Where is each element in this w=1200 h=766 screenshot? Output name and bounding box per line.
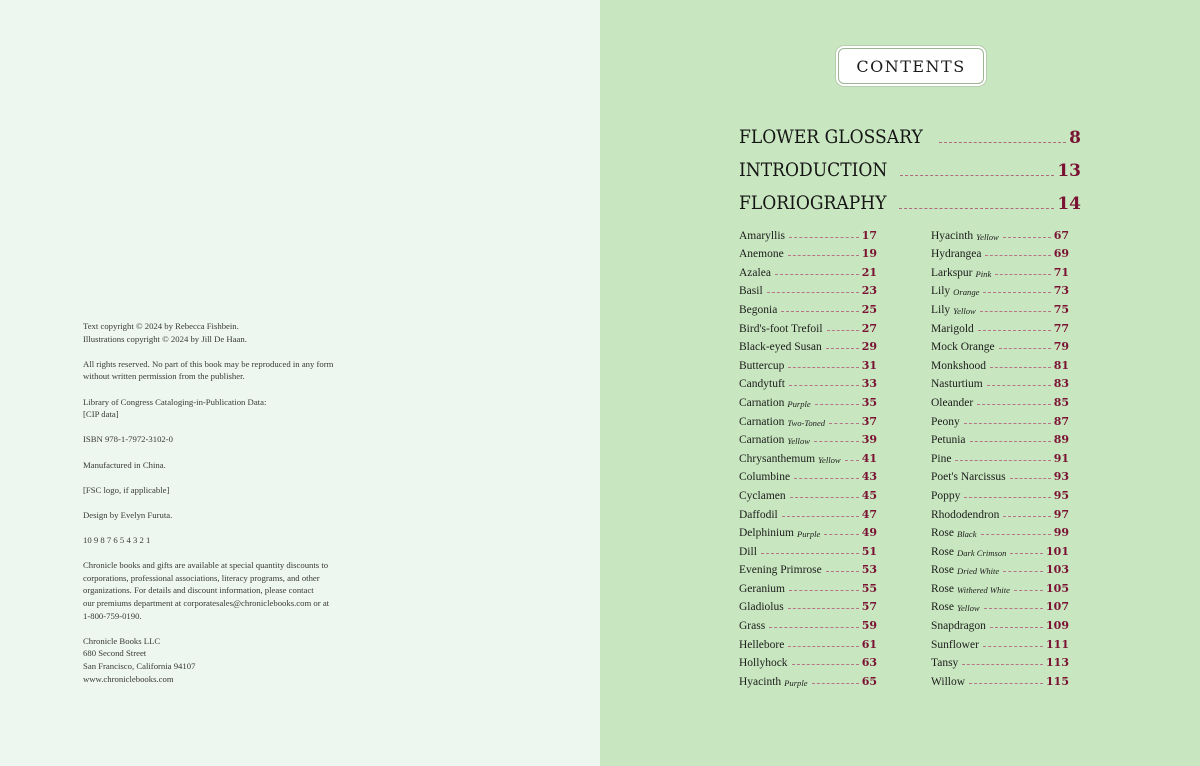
toc-entry[interactable] bbox=[931, 353, 1069, 372]
toc-entry-page-number: 79 bbox=[1053, 340, 1069, 354]
dotted-leader bbox=[1003, 236, 1051, 238]
toc-entry-flower-name: Hyacinth bbox=[739, 675, 782, 688]
dotted-leader bbox=[980, 310, 1051, 312]
contents-major-entry[interactable] bbox=[739, 188, 1081, 214]
toc-entry-page-number: 59 bbox=[861, 619, 877, 633]
toc-entry-flower-name: Monkshood bbox=[931, 359, 986, 372]
toc-entry-flower-name: Carnation bbox=[739, 396, 785, 409]
toc-entry[interactable] bbox=[931, 558, 1069, 577]
copyright-line: All rights reserved. No part of this book may be reproduced in any form bbox=[83, 358, 334, 369]
dotted-leader bbox=[1014, 589, 1043, 591]
dotted-leader bbox=[792, 663, 859, 665]
toc-entry-flower-name: Evening Primrose bbox=[739, 564, 822, 577]
major-entry-page-number: 8 bbox=[1069, 128, 1081, 148]
toc-entry[interactable] bbox=[739, 576, 877, 595]
toc-entry-page-number: 93 bbox=[1053, 470, 1069, 484]
toc-entry[interactable] bbox=[931, 446, 1069, 465]
toc-entry[interactable] bbox=[931, 223, 1069, 242]
toc-entry[interactable] bbox=[739, 279, 877, 298]
toc-entry-flower-name: Carnation bbox=[739, 434, 785, 447]
toc-entry[interactable] bbox=[739, 242, 877, 261]
toc-entry[interactable] bbox=[739, 316, 877, 335]
dotted-leader bbox=[824, 533, 858, 535]
copyright-line: Illustrations copyright © 2024 by Jill De Haan. bbox=[83, 333, 247, 344]
copyright-line: San Francisco, California 94107 bbox=[83, 661, 196, 672]
toc-entry[interactable] bbox=[739, 632, 877, 651]
toc-entry[interactable] bbox=[739, 372, 877, 391]
toc-entry[interactable] bbox=[739, 390, 877, 409]
toc-entry-page-number: 115 bbox=[1046, 674, 1069, 688]
dotted-leader bbox=[794, 477, 859, 479]
dotted-leader bbox=[983, 291, 1050, 293]
toc-entry-flower-name: Hellebore bbox=[739, 638, 785, 651]
major-entry-title: FLOWER GLOSSARY bbox=[739, 126, 923, 148]
dotted-leader bbox=[827, 329, 859, 331]
major-entry-title: INTRODUCTION bbox=[739, 159, 888, 181]
dotted-leader bbox=[939, 141, 1066, 143]
toc-entry-flower-name: Amaryllis bbox=[739, 229, 785, 242]
toc-entry-flower-name: Rose bbox=[931, 601, 954, 614]
toc-entry-variant: Yellow bbox=[957, 603, 980, 614]
toc-entry-flower-name: Carnation bbox=[739, 415, 785, 428]
toc-entry[interactable] bbox=[931, 316, 1069, 335]
dotted-leader bbox=[789, 384, 859, 386]
dotted-leader bbox=[970, 440, 1051, 442]
toc-entry-flower-name: Larkspur bbox=[931, 266, 973, 279]
copyright-spacer bbox=[83, 471, 373, 484]
toc-entry-page-number: 81 bbox=[1053, 358, 1069, 372]
dotted-leader bbox=[775, 273, 859, 275]
toc-entry-page-number: 21 bbox=[861, 265, 877, 279]
dotted-leader bbox=[964, 496, 1050, 498]
toc-entry[interactable] bbox=[739, 521, 877, 540]
toc-entry-page-number: 67 bbox=[1053, 228, 1069, 242]
toc-entry[interactable] bbox=[739, 558, 877, 577]
toc-entry-page-number: 61 bbox=[861, 637, 877, 651]
toc-entry-flower-name: Lily bbox=[931, 303, 951, 316]
copyright-line: [CIP data] bbox=[83, 409, 119, 420]
toc-entry-flower-name: Mock Orange bbox=[931, 341, 995, 354]
contents-major-entry[interactable] bbox=[739, 155, 1081, 181]
toc-entry-flower-name: Tansy bbox=[931, 657, 959, 670]
toc-entry-page-number: 85 bbox=[1053, 395, 1069, 409]
dotted-leader bbox=[789, 236, 859, 238]
dotted-leader bbox=[788, 366, 858, 368]
toc-entry-flower-name: Willow bbox=[931, 675, 966, 688]
toc-entry-flower-name: Grass bbox=[739, 620, 766, 633]
dotted-leader bbox=[815, 403, 859, 405]
copyright-line: organizations. For details and discount information, please contact bbox=[83, 585, 314, 596]
dotted-leader bbox=[789, 589, 859, 591]
toc-entry-page-number: 65 bbox=[861, 674, 877, 688]
toc-entry-flower-name: Hyacinth bbox=[931, 229, 974, 242]
copyright-spacer bbox=[83, 446, 373, 459]
dotted-leader bbox=[1010, 552, 1043, 554]
toc-entry-flower-name: Pine bbox=[931, 452, 952, 465]
toc-entry[interactable] bbox=[739, 335, 877, 354]
toc-entry-flower-name: Snapdragon bbox=[931, 620, 986, 633]
toc-entry-flower-name: Gladiolus bbox=[739, 601, 784, 614]
toc-entry-page-number: 75 bbox=[1053, 302, 1069, 316]
toc-entry[interactable] bbox=[931, 390, 1069, 409]
toc-entry-flower-name: Rose bbox=[931, 564, 954, 577]
toc-entry-variant: Withered White bbox=[957, 584, 1010, 595]
toc-entry-flower-name: Geranium bbox=[739, 582, 785, 595]
toc-entry-variant: Black bbox=[957, 529, 977, 540]
toc-entry-flower-name: Oleander bbox=[931, 396, 974, 409]
dotted-leader bbox=[983, 645, 1043, 647]
toc-entry-flower-name: Poet's Narcissus bbox=[931, 471, 1006, 484]
copyright-line: www.chroniclebooks.com bbox=[83, 673, 174, 684]
toc-entry[interactable] bbox=[739, 669, 877, 688]
toc-entry-variant: Purple bbox=[787, 398, 811, 409]
toc-entry-variant: Dark Crimson bbox=[957, 547, 1007, 558]
toc-entry[interactable] bbox=[739, 428, 877, 447]
dotted-leader bbox=[790, 496, 859, 498]
toc-entry[interactable] bbox=[739, 483, 877, 502]
toc-entry-page-number: 53 bbox=[861, 563, 877, 577]
toc-entry-flower-name: Rose bbox=[931, 545, 954, 558]
toc-entry[interactable] bbox=[739, 595, 877, 614]
toc-entry-flower-name: Rose bbox=[931, 582, 954, 595]
major-entry-page-number: 14 bbox=[1057, 194, 1081, 214]
dotted-leader bbox=[978, 329, 1051, 331]
toc-entry[interactable] bbox=[931, 613, 1069, 632]
toc-entry-page-number: 69 bbox=[1053, 247, 1069, 261]
toc-entry-page-number: 113 bbox=[1046, 656, 1069, 670]
dotted-leader bbox=[769, 626, 858, 628]
contents-left-column bbox=[739, 223, 877, 688]
toc-entry[interactable] bbox=[931, 409, 1069, 428]
toc-entry-variant: Pink bbox=[975, 268, 992, 279]
toc-entry[interactable] bbox=[931, 576, 1069, 595]
toc-entry-page-number: 87 bbox=[1053, 414, 1069, 428]
toc-entry[interactable] bbox=[739, 353, 877, 372]
toc-entry-page-number: 35 bbox=[861, 395, 877, 409]
toc-entry-page-number: 37 bbox=[861, 414, 877, 428]
toc-entry-variant: Yellow bbox=[818, 454, 841, 465]
toc-entry-flower-name: Petunia bbox=[931, 434, 966, 447]
dotted-leader bbox=[845, 459, 859, 461]
dotted-leader bbox=[969, 682, 1043, 684]
toc-entry-page-number: 39 bbox=[861, 433, 877, 447]
contents-right-column bbox=[931, 223, 1069, 688]
dotted-leader bbox=[788, 254, 859, 256]
toc-entry-page-number: 111 bbox=[1046, 637, 1069, 651]
copyright-spacer bbox=[83, 547, 373, 560]
toc-entry-page-number: 43 bbox=[861, 470, 877, 484]
toc-entry[interactable] bbox=[739, 539, 877, 558]
toc-entry-flower-name: Begonia bbox=[739, 303, 778, 316]
toc-entry[interactable] bbox=[739, 651, 877, 670]
toc-entry-variant: Yellow bbox=[976, 231, 999, 242]
dotted-leader bbox=[788, 607, 859, 609]
toc-entry[interactable] bbox=[931, 242, 1069, 261]
major-entry-page-number: 13 bbox=[1057, 161, 1081, 181]
toc-entry-flower-name: Bird's-foot Trefoil bbox=[739, 322, 823, 335]
contents-title: CONTENTS bbox=[838, 48, 984, 84]
toc-entry-page-number: 91 bbox=[1053, 451, 1069, 465]
toc-entry[interactable] bbox=[931, 502, 1069, 521]
dotted-leader bbox=[962, 663, 1043, 665]
copyright-spacer bbox=[83, 421, 373, 434]
toc-entry-flower-name: Hollyhock bbox=[739, 657, 788, 670]
toc-entry-page-number: 47 bbox=[861, 507, 877, 521]
toc-entry[interactable] bbox=[931, 521, 1069, 540]
toc-entry[interactable] bbox=[931, 465, 1069, 484]
toc-entry[interactable] bbox=[739, 446, 877, 465]
toc-entry-variant: Two-Toned bbox=[787, 417, 826, 428]
toc-entry[interactable] bbox=[931, 632, 1069, 651]
toc-entry[interactable] bbox=[931, 595, 1069, 614]
copyright-line: ISBN 978-1-7972-3102-0 bbox=[83, 434, 174, 445]
dotted-leader bbox=[990, 366, 1051, 368]
copyright-block bbox=[83, 320, 373, 685]
toc-entry-page-number: 109 bbox=[1046, 619, 1069, 633]
copyright-line: Text copyright © 2024 by Rebecca Fishbein. bbox=[83, 321, 239, 331]
dotted-leader bbox=[812, 682, 859, 684]
toc-entry-variant: Yellow bbox=[953, 305, 976, 316]
toc-entry-page-number: 103 bbox=[1046, 563, 1069, 577]
copyright-line: 1-800-759-0190. bbox=[83, 610, 142, 621]
copyright-line: Design by Evelyn Furuta. bbox=[83, 509, 173, 520]
copyright-spacer bbox=[83, 622, 373, 635]
copyright-spacer bbox=[83, 383, 373, 396]
dotted-leader bbox=[1010, 477, 1051, 479]
toc-entry-flower-name: Peony bbox=[931, 415, 960, 428]
toc-entry-flower-name: Poppy bbox=[931, 489, 961, 502]
toc-entry[interactable] bbox=[739, 223, 877, 242]
copyright-line: Manufactured in China. bbox=[83, 459, 166, 470]
toc-entry-page-number: 31 bbox=[861, 358, 877, 372]
toc-entry-page-number: 57 bbox=[861, 600, 877, 614]
toc-entry-flower-name: Rose bbox=[931, 527, 954, 540]
toc-entry-page-number: 23 bbox=[861, 284, 877, 298]
dotted-leader bbox=[829, 422, 859, 424]
toc-entry-flower-name: Nasturtium bbox=[931, 378, 983, 391]
toc-entry[interactable] bbox=[739, 465, 877, 484]
toc-entry[interactable] bbox=[931, 260, 1069, 279]
copyright-line: Chronicle books and gifts are available at special quantity discounts to bbox=[83, 560, 329, 571]
dotted-leader bbox=[984, 607, 1043, 609]
dotted-leader bbox=[985, 254, 1050, 256]
dotted-leader bbox=[767, 291, 859, 293]
toc-entry-flower-name: Hydrangea bbox=[931, 248, 982, 261]
dotted-leader bbox=[990, 626, 1043, 628]
copyright-spacer bbox=[83, 345, 373, 358]
toc-entry-page-number: 17 bbox=[861, 228, 877, 242]
toc-entry[interactable] bbox=[931, 279, 1069, 298]
dotted-leader bbox=[999, 347, 1051, 349]
dotted-leader bbox=[788, 645, 858, 647]
toc-entry-page-number: 51 bbox=[861, 544, 877, 558]
toc-entry-variant: Purple bbox=[796, 529, 821, 540]
toc-entry-page-number: 63 bbox=[861, 656, 877, 670]
toc-entry[interactable] bbox=[739, 613, 877, 632]
toc-entry-page-number: 49 bbox=[861, 526, 877, 540]
dotted-leader bbox=[964, 422, 1051, 424]
toc-entry-flower-name: Columbine bbox=[739, 471, 791, 484]
toc-entry-page-number: 83 bbox=[1053, 377, 1069, 391]
toc-entry[interactable] bbox=[931, 483, 1069, 502]
toc-entry-page-number: 29 bbox=[861, 340, 877, 354]
dotted-leader bbox=[995, 273, 1050, 275]
toc-entry-flower-name: Dill bbox=[739, 545, 757, 558]
toc-entry[interactable] bbox=[931, 372, 1069, 391]
toc-entry-flower-name: Azalea bbox=[739, 266, 771, 279]
toc-entry-flower-name: Basil bbox=[739, 285, 763, 298]
toc-entry-variant: Yellow bbox=[787, 436, 810, 447]
toc-entry-flower-name: Daffodil bbox=[739, 508, 778, 521]
toc-entry-page-number: 25 bbox=[861, 302, 877, 316]
dotted-leader bbox=[826, 347, 859, 349]
copyright-line: [FSC logo, if applicable] bbox=[83, 484, 170, 495]
toc-entry[interactable] bbox=[739, 409, 877, 428]
toc-entry-flower-name: Black-eyed Susan bbox=[739, 341, 822, 354]
toc-entry[interactable] bbox=[739, 502, 877, 521]
toc-entry-flower-name: Delphinium bbox=[739, 527, 794, 540]
toc-entry[interactable] bbox=[931, 669, 1069, 688]
dotted-leader bbox=[826, 570, 859, 572]
toc-entry-flower-name: Lily bbox=[931, 285, 951, 298]
toc-entry[interactable] bbox=[739, 297, 877, 316]
toc-entry-variant: Dried White bbox=[957, 566, 1000, 577]
toc-entry-flower-name: Buttercup bbox=[739, 359, 785, 372]
toc-entry-page-number: 45 bbox=[861, 488, 877, 502]
toc-entry-page-number: 41 bbox=[861, 451, 877, 465]
toc-entry[interactable] bbox=[739, 260, 877, 279]
toc-entry[interactable] bbox=[931, 297, 1069, 316]
copyright-line: 680 Second Street bbox=[83, 648, 147, 659]
toc-entry-page-number: 105 bbox=[1046, 581, 1069, 595]
toc-entry-page-number: 107 bbox=[1046, 600, 1069, 614]
dotted-leader bbox=[761, 552, 859, 554]
copyright-line: our premiums department at corporatesales@chroniclebooks.com or at bbox=[83, 598, 330, 609]
toc-entry-page-number: 101 bbox=[1046, 544, 1069, 558]
dotted-leader bbox=[782, 515, 859, 517]
toc-entry-variant: Purple bbox=[784, 677, 808, 688]
toc-entry-page-number: 19 bbox=[861, 247, 877, 261]
toc-entry-flower-name: Anemone bbox=[739, 248, 784, 261]
copyright-line: without written permission from the publisher. bbox=[83, 371, 245, 382]
copyright-line: Chronicle Books LLC bbox=[83, 635, 161, 646]
toc-entry[interactable] bbox=[931, 335, 1069, 354]
dotted-leader bbox=[1003, 570, 1043, 572]
toc-entry-page-number: 77 bbox=[1053, 321, 1069, 335]
dotted-leader bbox=[781, 310, 858, 312]
toc-entry-page-number: 27 bbox=[861, 321, 877, 335]
dotted-leader bbox=[955, 459, 1050, 461]
major-entry-title: FLORIOGRAPHY bbox=[739, 192, 887, 214]
toc-entry-flower-name: Sunflower bbox=[931, 638, 979, 651]
dotted-leader bbox=[977, 403, 1051, 405]
copyright-line: corporations, professional associations, literacy programs, and other bbox=[83, 572, 320, 583]
toc-entry-flower-name: Cyclamen bbox=[739, 489, 786, 502]
copyright-line: 10 9 8 7 6 5 4 3 2 1 bbox=[83, 535, 151, 546]
toc-entry-page-number: 95 bbox=[1053, 488, 1069, 502]
toc-entry-page-number: 73 bbox=[1053, 284, 1069, 298]
dotted-leader bbox=[814, 440, 859, 442]
dotted-leader bbox=[899, 207, 1054, 209]
dotted-leader bbox=[1003, 515, 1050, 517]
toc-entry-page-number: 71 bbox=[1053, 265, 1069, 279]
dotted-leader bbox=[981, 533, 1051, 535]
toc-entry-page-number: 99 bbox=[1053, 526, 1069, 540]
toc-entry-page-number: 33 bbox=[861, 377, 877, 391]
copyright-line: Library of Congress Cataloging-in-Publication Data: bbox=[83, 396, 267, 407]
toc-entry-flower-name: Marigold bbox=[931, 322, 974, 335]
toc-entry[interactable] bbox=[931, 428, 1069, 447]
contents-major-entry[interactable] bbox=[739, 122, 1081, 148]
toc-entry-variant: Orange bbox=[953, 287, 980, 298]
toc-entry[interactable] bbox=[931, 651, 1069, 670]
toc-entry-flower-name: Rhododendron bbox=[931, 508, 1000, 521]
toc-entry-page-number: 89 bbox=[1053, 433, 1069, 447]
toc-entry-flower-name: Candytuft bbox=[739, 378, 785, 391]
copyright-spacer bbox=[83, 496, 373, 509]
toc-entry-page-number: 55 bbox=[861, 581, 877, 595]
toc-entry-page-number: 97 bbox=[1053, 507, 1069, 521]
contents-page bbox=[600, 0, 1200, 766]
copyright-spacer bbox=[83, 522, 373, 535]
toc-entry-flower-name: Chrysanthemum bbox=[739, 452, 816, 465]
dotted-leader bbox=[987, 384, 1051, 386]
dotted-leader bbox=[900, 174, 1054, 176]
toc-entry[interactable] bbox=[931, 539, 1069, 558]
